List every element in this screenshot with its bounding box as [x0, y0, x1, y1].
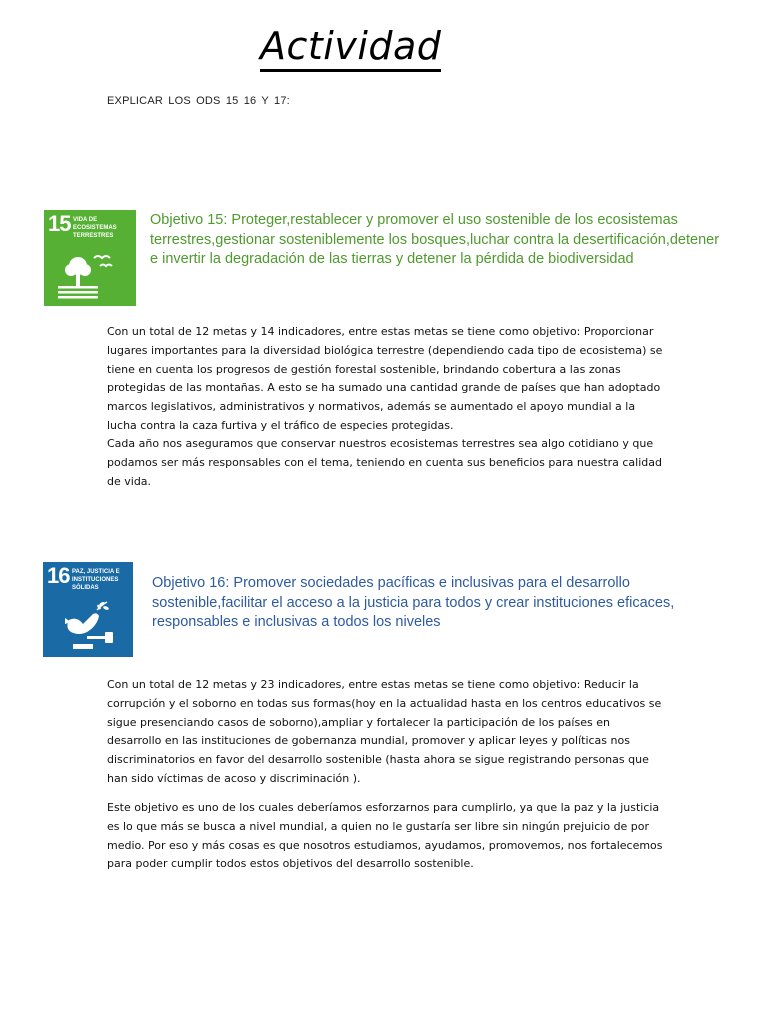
sdg-15-badge: [44, 210, 136, 306]
sdg-15-label: VIDA DE ECOSISTEMAS TERRESTRES: [73, 217, 117, 239]
dove-gavel-icon: [43, 596, 133, 657]
title-underline: [260, 69, 441, 72]
sdg-15-paragraph-2: Cada año nos aseguramos que conservar nuestros ecosistemas terrestres sea algo cotidiano y que podamos ser más responsables con el tema, teniendo en cuenta sus beneficios para nuestra calidad de vida.: [107, 437, 662, 488]
page-title: Actividad: [260, 24, 442, 68]
tree-birds-icon: [44, 244, 136, 306]
sdg-16-paragraph-2: Este objetivo es uno de los cuales deberíamos esforzarnos para cumplirlo, ya que la paz y la justicia es lo que más se busca a nivel mundial, a quien no le gustaría ser libre sin ningún prejuicio de por medio. Por eso y más cosas es que nosotros estudiamos, ayudamos, promovemos, nos fortalecemos para poder cumplir todos estos objetivos del desarrollo sostenible.: [107, 801, 663, 871]
sdg-16-heading: Objetivo 16: Promover sociedades pacíficas e inclusivas para el desarrollo sostenible,facilitar el acceso a la justicia para todos y crear instituciones eficaces, responsables e inclusivas a todos los niveles: [152, 575, 675, 630]
assignment-instruction: EXPLICAR LOS ODS 15 16 Y 17:: [107, 95, 290, 107]
sdg-16-label: PAZ, JUSTICIA E INSTITUCIONES SÓLIDAS: [72, 569, 120, 591]
sdg-16-number: 16: [47, 563, 70, 588]
sdg-15-paragraph-1: Con un total de 12 metas y 14 indicadores, entre estas metas se tiene como objetivo: Proporcionar lugares importantes para la diversidad biológica terrestre (dependiendo cada tipo de ecosistema) se tiene en cuenta los progresos de gestión forestal sostenible, brindando cobertura a las zonas protegidas de las montañas. A esto se ha sumado una cantidad grande de países que han adoptado marcos legislativos, administrativos y normativos, además se aumentado el apoyo mundial a la lucha contra la caza furtiva y el tráfico de especies protegidas.: [107, 325, 663, 432]
sdg-16-paragraph-1: Con un total de 12 metas y 23 indicadores, entre estas metas se tiene como objetivo: Reducir la corrupción y el soborno en todas sus formas(hoy en la actualidad hasta en los centros educativos se sigue presenciando casos de soborno),ampliar y fortalecer la participación de los países en desarrollo en las instituciones de gobernanza mundial, promover y aplicar leyes y políticas nos discriminatorios en favor del desarrollo sostenible (hasta ahora se sigue registrando personas que han sido víctimas de acoso y discriminación ).: [107, 678, 662, 785]
sdg-15-number: 15: [48, 211, 71, 236]
sdg-16-badge: [43, 562, 133, 657]
sdg-15-heading: Objetivo 15: Proteger,restablecer y promover el uso sostenible de los ecosistemas terrestres,gestionar sosteniblemente los bosques,luchar contra la desertificación,detener e invertir la degradación de las tierras y detener la pérdida de biodiversidad: [150, 212, 720, 267]
